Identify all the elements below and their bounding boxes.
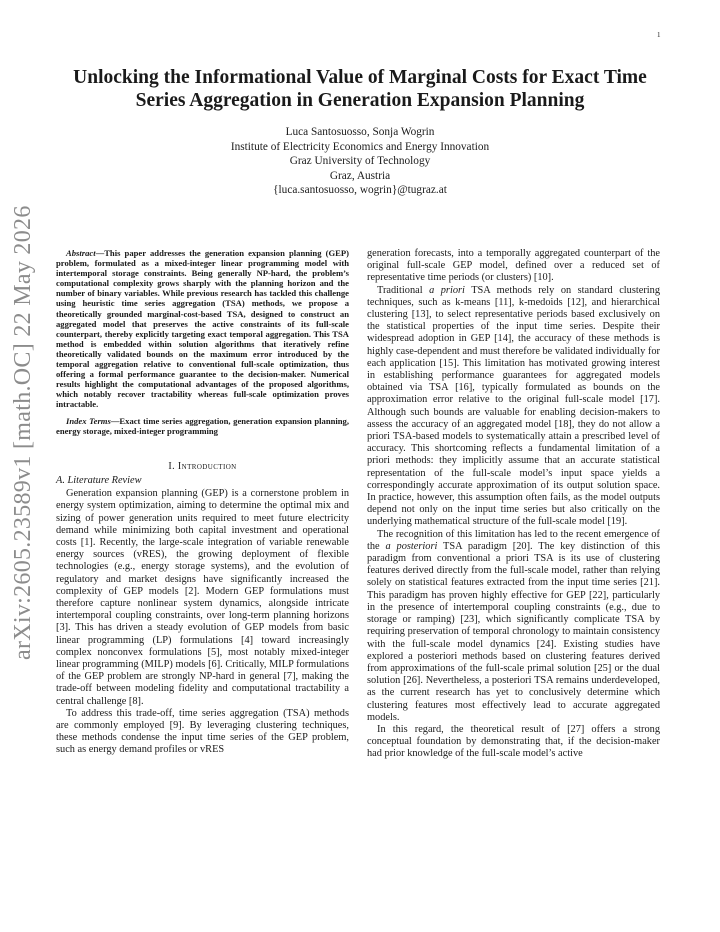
italic-term: a posteriori xyxy=(385,540,438,552)
subsection-heading-literature-review: A. Literature Review xyxy=(56,474,142,486)
right-column xyxy=(367,248,660,761)
body-paragraph: To address this trade-off, time series aggregation (TSA) methods are commonly employed [9]. By leveraging clustering techniques, these methods condense the input time series of the GEP problem, such as energy demand profiles or vRES xyxy=(56,707,349,756)
left-column xyxy=(56,248,349,757)
body-paragraph xyxy=(367,285,660,529)
index-terms-label: Index Terms xyxy=(66,415,111,426)
page-number: 1 xyxy=(657,31,661,39)
abstract xyxy=(56,248,349,410)
author-affiliation-institute: Institute of Electricity Economics and Energy Innovation xyxy=(230,140,490,153)
italic-term: a priori xyxy=(429,284,465,296)
text-run: TSA paradigm [20]. The key distinction of this paradigm from conventional a priori TSA is its use of clustering features derived directly from the full-scale model, rather than relying solely on statistical features extracted from the input time series [21]. This paradigm has proven highly effective for GEP [22], particularly in the presence of intertemporal coupling constraints (e.g., due to storage or ramping) [23], which significantly complicate TSA by requiring preservation of temporal chronology to maintain consistency with the full-scale model dynamics [24]. Existing studies have explored a posteriori methods based on clustering features derived from approximations of the full-scale primal solution [25] or the dual solution [26]. Nevertheless, a posteriori TSA remains underdeveloped, as the current research has yet to conclusively determine which clustering features most effectively lead to accurate aggregated models. xyxy=(367,540,660,723)
body-paragraph xyxy=(367,529,660,724)
text-run: TSA methods rely on standard clustering techniques, such as k-means [11], k-medoids [12], and hierarchical clustering [13], to select representative periods based exclusively on the statistical properties of the input time series. Despite their widespread adoption in GEP [14], the accuracy of these methods is highly case-dependent and must therefore be validated individually for each application [15]. This limitation has motivated growing interest in establishing performance guarantees for aggregated models obtained via TSA [16], typically formulated as bounds on the approximation error relative to the original full-scale model [17]. Although such bounds are valuable for enabling decision-makers to assess the accuracy of an aggregated model [18], they do not allow a priori TSA-based models to systematically attain a prescribed level of accuracy. This shortcoming reflects a fundamental limitation of a priori methods: they implicitly assume that an accurate statistical representation of the full-scale model’s input space yields a correspondingly accurate approximation of its output solution space. In practice, however, this assumption often fails, as the model outputs depend not only on the input time series but also critically on the underlying mathematical structure of the full-scale model [19]. xyxy=(367,284,660,528)
author-names: Luca Santosuosso, Sonja Wogrin xyxy=(285,126,435,138)
section-heading-introduction: I. Introduction xyxy=(168,460,237,472)
author-block xyxy=(150,125,570,198)
text-run: Traditional xyxy=(377,284,430,296)
author-affiliation-university: Graz University of Technology xyxy=(289,155,431,167)
author-location: Graz, Austria xyxy=(329,169,391,182)
arxiv-stamp: arXiv:2605.23589v1 [math.OC] 22 May 2026 xyxy=(10,205,36,660)
text-run: The recognition of this limitation has led to the recent emergence of the xyxy=(367,528,660,552)
body-paragraph: In this regard, the theoretical result of [27] offers a strong conceptual foundation by demonstrating that, if the decision-maker had prior knowledge of the full-scale model’s active xyxy=(367,723,660,760)
author-email: {luca.santosuosso, wogrin}@tugraz.at xyxy=(273,184,447,196)
body-paragraph: Generation expansion planning (GEP) is a cornerstone problem in energy system optimization, aiming to determine the optimal mix and sizing of power generation units required to meet future electricity demand while minimizing both capital investment and operational costs [1]. Recently, the large-scale integration of variable renewable energy sources (vRES), the growing deployment of flexible technologies (e.g., energy storage systems), and the evolution of regulatory and market designs have significantly increased the complexity of GEP models [2]. Modern GEP formulations must therefore capture nonlinear system dynamics, alongside intricate intertemporal coupling constraints, over long-term planning horizons [3]. This has driven a steady evolution of GEP models from basic linear programming (LP) formulations [4] toward increasingly complex nonconvex formulations [5], most notably mixed-integer linear programming (MILP) models [6]. Critically, MILP formulations of the GEP problem are strongly NP-hard in general [7], making the trade-off between modeling fidelity and computational tractability a central challenge [8]. xyxy=(56,488,349,707)
abstract-label: Abstract xyxy=(66,248,96,258)
body-paragraph: generation forecasts, into a temporally aggregated counterpart of the original full-scale GEP model, defined over a reduced set of representative time periods (or clusters) [10]. xyxy=(367,248,660,284)
index-terms xyxy=(56,416,349,436)
paper-title: Unlocking the Informational Value of Marginal Costs for Exact Time Series Aggregation in Generation Expansion Planning xyxy=(73,67,647,111)
index-terms-text: —Exact time series aggregation, generation expansion planning, energy storage, mixed-integer programming xyxy=(56,415,349,436)
abstract-text: —This paper addresses the generation expansion planning (GEP) problem, formulated as a mixed-integer linear programming model with intertemporal storage constraints. Being generally NP-hard, the problem’s computational complexity grows sharply with the planning horizon and the number of binary variables. While previous research has tackled this challenge using heuristic time series aggregation (TSA) methods, we propose a theoretically grounded marginal-cost-based TSA, designed to construct an aggregated model that preserves the active constraints of its full-scale counterpart, thereby explicitly targeting exact temporal aggregation. This TSA method is embedded within solution algorithms that iteratively refine theoretically validated bounds on the maximum error introduced by the temporal aggregation relative to conventional full-scale optimization, thus offering a formal performance guarantee to the decision-maker. Numerical results highlight the computational advantages of the proposed algorithms, which notably recover tractability whereas full-scale optimization proves intractable. xyxy=(56,248,349,410)
